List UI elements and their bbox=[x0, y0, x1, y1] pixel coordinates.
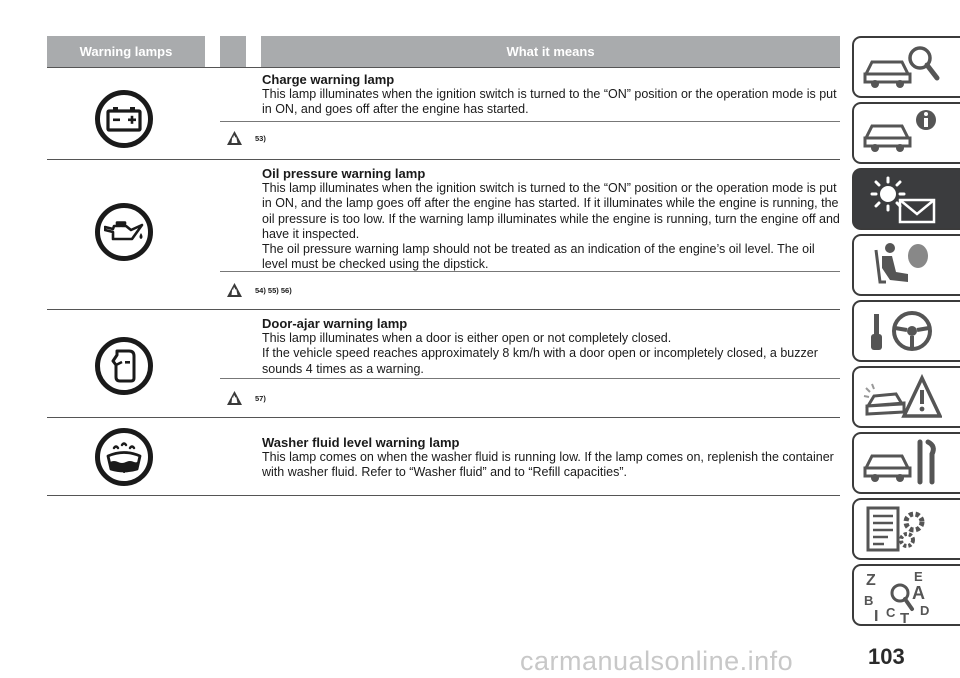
tab-warning-lights-messages[interactable] bbox=[852, 168, 960, 230]
reference-numbers: 57) bbox=[255, 393, 266, 403]
index-letter: Z bbox=[866, 572, 876, 589]
tab-alphabetical-index[interactable] bbox=[852, 564, 960, 626]
tab-safety[interactable] bbox=[852, 234, 960, 296]
door-ajar-icon bbox=[111, 349, 137, 383]
washer-fluid-warning-entry bbox=[262, 435, 842, 481]
door-ajar-lamp-symbol bbox=[95, 337, 153, 395]
row-divider bbox=[47, 309, 840, 310]
tab-servicing-maintenance[interactable] bbox=[852, 432, 960, 494]
row-subdivider bbox=[220, 378, 840, 379]
entry-text: This lamp comes on when the washer fluid is running low. If the lamp comes on, replenish the container with washer fluid. Refer to “Washer fluid” and to “Refill capacities”. bbox=[262, 450, 834, 480]
key-steering-icon bbox=[862, 304, 942, 358]
row-divider bbox=[47, 67, 840, 68]
washer-fluid-lamp-symbol bbox=[95, 428, 153, 486]
watermark: carmanualsonline.info bbox=[520, 646, 794, 676]
oil-pressure-lamp-symbol bbox=[95, 203, 153, 261]
column-header-spacer bbox=[220, 36, 246, 67]
index-letter: B bbox=[864, 593, 874, 608]
entry-title: Door-ajar warning lamp bbox=[262, 316, 408, 331]
seat-airbag-icon bbox=[862, 238, 942, 292]
entry-text: The oil pressure warning lamp should not be treated as an indication of the engine’s oil level. The oil level must be checked using the dipstick. bbox=[262, 242, 815, 272]
column-header-what-it-means bbox=[261, 36, 840, 67]
warning-lamp-message-icon bbox=[862, 172, 942, 226]
tab-technical-data[interactable] bbox=[852, 498, 960, 560]
oil-can-icon bbox=[104, 221, 144, 243]
column-header-label: Warning lamps bbox=[79, 44, 173, 59]
car-tools-icon bbox=[862, 436, 942, 490]
alphabetical-index-icon bbox=[862, 567, 942, 623]
column-header-label: What it means bbox=[506, 44, 595, 59]
hand-warning-icon bbox=[226, 390, 243, 406]
car-info-icon bbox=[862, 106, 942, 160]
door-ajar-warning-entry bbox=[262, 316, 842, 377]
battery-icon bbox=[106, 106, 142, 132]
entry-text: If the vehicle speed reaches approximately 8 km/h with a door open or incompletely closed, a buzzer sounds 4 times as a warning. bbox=[262, 346, 818, 376]
safety-reference bbox=[226, 128, 266, 148]
column-header-warning-lamps bbox=[47, 36, 205, 67]
data-gears-icon bbox=[862, 502, 942, 556]
tab-in-an-emergency[interactable] bbox=[852, 366, 960, 428]
tab-getting-to-know-car[interactable] bbox=[852, 36, 960, 98]
entry-text: This lamp illuminates when the ignition switch is turned to the “ON” position or the operation mode is put in ON, and the lamp goes off after the engine has started. If it illuminates while the engine is running, the oil pressure is too low. If the warning lamp illuminates while the engine is running, turn the engine off and have it inspected. bbox=[262, 181, 840, 241]
index-letter: I bbox=[874, 608, 879, 623]
entry-text: This lamp illuminates when the ignition switch is turned to the “ON” position or the operation mode is put in ON, and goes off after the engine has started. bbox=[262, 87, 837, 117]
washer-fluid-icon bbox=[104, 440, 144, 474]
hand-warning-icon bbox=[226, 282, 243, 298]
car-search-icon bbox=[862, 40, 942, 94]
index-letter: C bbox=[886, 605, 896, 620]
entry-text: This lamp illuminates when a door is either open or not completely closed. bbox=[262, 331, 672, 346]
safety-reference bbox=[226, 388, 266, 408]
row-divider bbox=[47, 495, 840, 496]
row-subdivider bbox=[220, 271, 840, 272]
safety-reference bbox=[226, 280, 292, 300]
charge-lamp-symbol bbox=[95, 90, 153, 148]
hand-warning-icon bbox=[226, 130, 243, 146]
car-crash-warning-icon bbox=[862, 370, 942, 424]
tab-knowing-instrument-panel[interactable] bbox=[852, 102, 960, 164]
reference-numbers: 54) 55) 56) bbox=[255, 285, 292, 295]
charge-warning-entry bbox=[262, 72, 842, 118]
row-divider bbox=[47, 417, 840, 418]
reference-numbers: 53) bbox=[255, 133, 266, 143]
row-subdivider bbox=[220, 121, 840, 122]
index-letter: D bbox=[920, 603, 930, 618]
oil-pressure-warning-entry bbox=[262, 166, 842, 272]
entry-title: Oil pressure warning lamp bbox=[262, 166, 426, 181]
entry-title: Charge warning lamp bbox=[262, 72, 395, 87]
entry-title: Washer fluid level warning lamp bbox=[262, 435, 460, 450]
row-divider bbox=[47, 159, 840, 160]
index-letter: E bbox=[914, 569, 923, 584]
tab-starting-driving[interactable] bbox=[852, 300, 960, 362]
index-letter: T bbox=[900, 610, 910, 623]
page-number: 103 bbox=[868, 644, 905, 669]
index-letter: A bbox=[912, 583, 925, 603]
